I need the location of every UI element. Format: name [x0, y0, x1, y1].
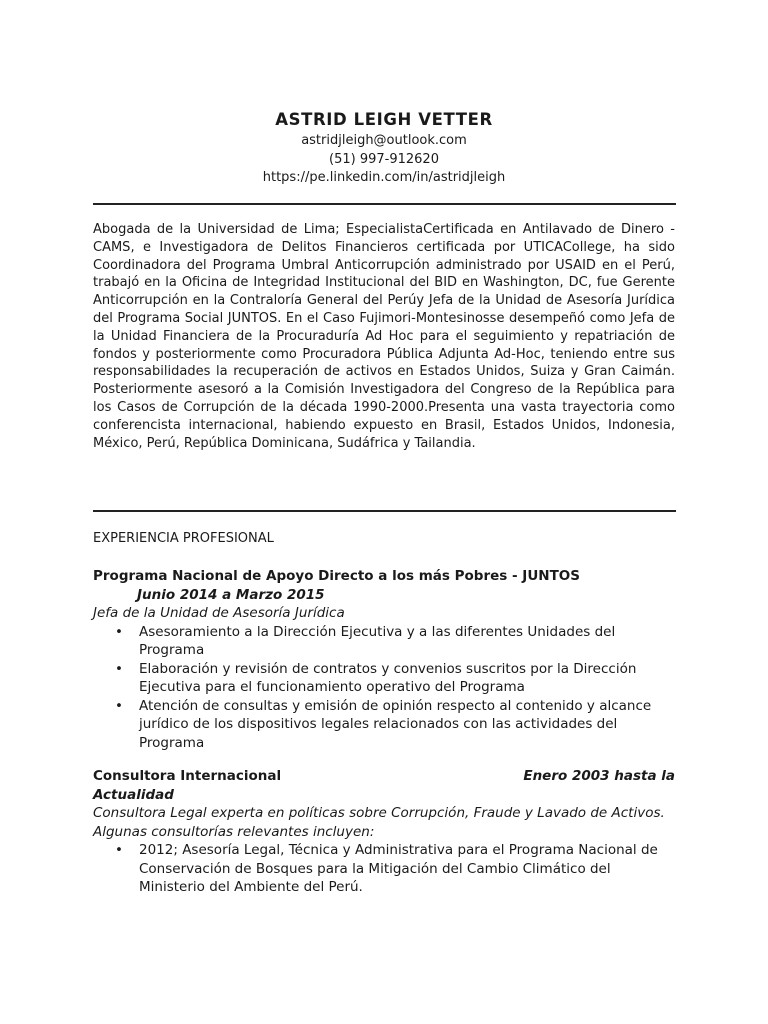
job-dates-start: Enero 2003 hasta la — [523, 768, 675, 784]
duty-text: Elaboración y revisión de contratos y convenios suscritos por la Dirección Ejecutiva para el funcionamiento operativo del Programa — [139, 660, 637, 695]
duty-text: Atención de consultas y emisión de opinión respecto al contenido y alcance jurídico de los dispositivos legales relacionados con las actividades del Programa — [139, 697, 652, 751]
phone-text: (51) 997-912620 — [329, 151, 439, 167]
candidate-name: ASTRID LEIGH VETTER — [275, 110, 493, 129]
bullet-glyph: • — [115, 623, 123, 640]
job-title-line — [93, 767, 675, 786]
section-heading-experience: EXPERIENCIA PROFESIONAL — [93, 531, 274, 546]
consultancies-list — [93, 841, 675, 897]
linkedin-text: https://pe.linkedin.com/in/astridjleigh — [262, 170, 506, 185]
job-dates: Junio 2014 a Marzo 2015 — [137, 586, 325, 603]
bullet-glyph: • — [115, 842, 123, 858]
list-item — [115, 697, 675, 753]
job-entry-juntos — [93, 567, 675, 752]
consultancy-text: 2012; Asesoría Legal, Técnica y Administrativa para el Programa Nacional de Conservación de Bosques para la Mitigación del Cambio Climático del Ministerio del Ambiente del Perú. — [139, 842, 658, 895]
job-role: Jefa de la Unidad de Asesoría Jurídica — [93, 605, 345, 621]
professional-summary: Abogada de la Universidad de Lima; EspecialistaCertificada en Antilavado de Dinero - CAMS, e Investigadora de Delitos Financieros certificada por UTICACollege, ha sido Coordinadora del Programa Umbral Anticorrupción administrado por USAID en el Perú, trabajó en la Oficina de Integridad Institucional del BID en Washington, DC, fue Gerente Anticorrupción en la Contraloría General del Perúy Jefa de la Unidad de Asesoría Jurídica del Programa Social JUNTOS. En el Caso Fujimori-Montesinosse desempeñó como Jefa de la Unidad Financiera de la Procuraduría Ad Hoc para el seguimiento y repatriación de fondos y posteriormente como Procuradora Pública Adjunta Ad-Hoc, teniendo entre sus responsabilidades la recuperación de activos en Estados Unidos, Suiza y Gran Caimán. Posteriormente asesoró a la Comisión Investigadora del Congreso de la República para los Casos de Corrupción de la década 1990-2000.Presenta una vasta trayectoria como conferencista internacional, habiendo expuesto en Brasil, Estados Unidos, Indonesia, México, Perú, República Dominicana, Sudáfrica y Tailandia. — [93, 222, 675, 451]
email-text: astridjleigh@outlook.com — [301, 133, 467, 148]
consultancies-intro: Algunas consultorías relevantes incluyen: — [93, 823, 375, 840]
summary-divider — [93, 510, 676, 512]
bullet-glyph: • — [115, 660, 123, 677]
list-item — [115, 623, 675, 660]
job-role: Consultora Legal experta en políticas sobre Corrupción, Fraude y Lavado de Activos. — [93, 805, 665, 821]
header-divider — [93, 203, 676, 205]
job-organization: Consultora Internacional — [93, 768, 282, 784]
job-dates-end: Actualidad — [93, 786, 174, 803]
resume-header — [93, 108, 675, 188]
list-item — [115, 841, 675, 897]
job-entry-consultant — [93, 767, 675, 897]
duty-text: Asesoramiento a la Dirección Ejecutiva y a las diferentes Unidades del Programa — [139, 623, 616, 658]
bullet-glyph: • — [115, 697, 123, 714]
job-organization: Programa Nacional de Apoyo Directo a los más Pobres - JUNTOS — [93, 568, 580, 584]
list-item — [115, 660, 675, 697]
job-duties-list — [93, 623, 675, 753]
